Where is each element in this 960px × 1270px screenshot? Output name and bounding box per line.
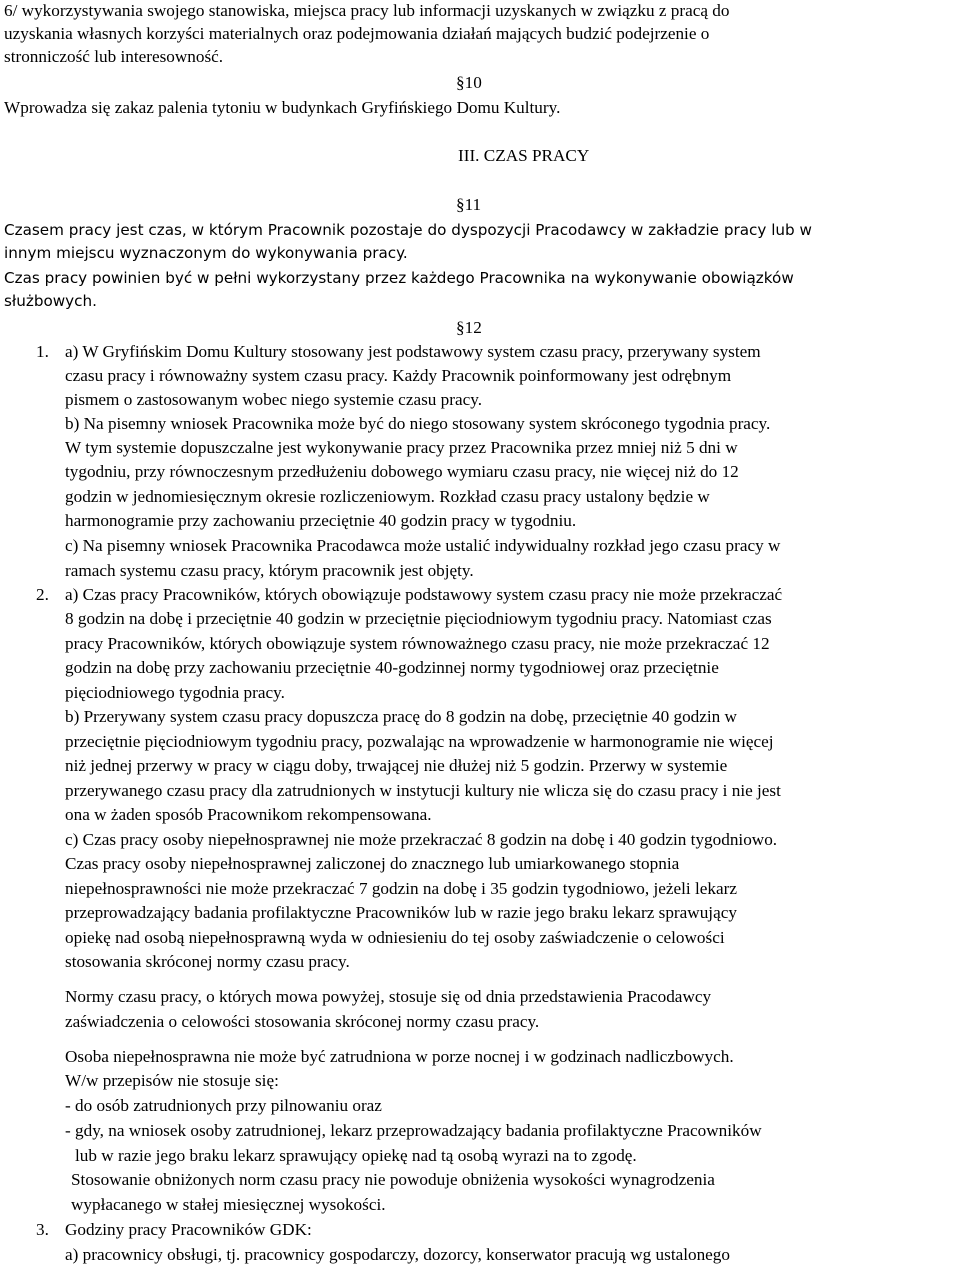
item-3-line-2: a) pracownicy obsługi, tj. pracownicy gospodarczy, dozorcy, konserwator pracują wg ustalonego xyxy=(65,1245,730,1264)
item-number-3: 3. xyxy=(36,1220,49,1239)
item-2-line-25: wypłacanego w stałej miesięcznej wysokości. xyxy=(71,1195,386,1214)
item-1-line-10: ramach systemu czasu pracy, którym pracownik jest objęty. xyxy=(65,561,474,580)
intro-line-2: uzyskania własnych korzyści materialnych oraz podejmowania działań mających budzić podejrzenie o xyxy=(4,24,710,43)
item-1-line-1: a) W Gryfińskim Domu Kultury stosowany jest podstawowy system czasu pracy, przerywany system xyxy=(65,342,761,361)
item-2-line-9: przerywanego czasu pracy dla zatrudnionych w instytucji kultury nie wlicza się do czasu pracy i nie jest xyxy=(65,781,781,800)
item-2-line-2: 8 godzin na dobę i przeciętnie 40 godzin w przeciętnie pięciodniowym tygodniu pracy. Natomiast czas xyxy=(65,609,772,628)
item-1-line-5: W tym systemie dopuszczalne jest wykonywanie pracy przez Pracownika przez mniej niż 5 dni w xyxy=(65,438,738,457)
item-2-line-4: godzin na dobę przy zachowaniu przeciętnie 40-godzinnej normy tygodniowej oraz przeciętnie xyxy=(65,658,719,677)
item-2-line-5: pięciodniowego tygodnia pracy. xyxy=(65,683,285,702)
item-number-2: 2. xyxy=(36,585,49,604)
intro-line-1: 6/ wykorzystywania swojego stanowiska, miejsca pracy lub informacji uzyskanych w związku z pracą do xyxy=(4,1,730,20)
item-1-line-6: tygodniu, przy równoczesnym przedłużeniu dobowego wymiaru czasu pracy, nie więcej niż do 12 xyxy=(65,462,739,481)
item-2-line-8: niż jednej przerwy w pracy w ciągu doby, trwającej nie dłużej niż 5 godzin. Przerwy w systemie xyxy=(65,756,728,775)
section-title: III. CZAS PRACY xyxy=(458,146,590,165)
item-2-line-15: opiekę nad osobą niepełnosprawną wyda w odniesieniu do tej osoby zaświadczenie o celowości xyxy=(65,928,725,947)
item-2-line-21: - do osób zatrudnionych przy pilnowaniu oraz xyxy=(65,1096,382,1115)
item-2-line-10: ona w żaden sposób Pracownikom rekompensowana. xyxy=(65,805,432,824)
item-1-line-9: c) Na pisemny wniosek Pracownika Pracodawca może ustalić indywidualny rozkład jego czasu pracy w xyxy=(65,536,781,555)
item-1-line-3: pismem o zastosowanym wobec niego systemie czasu pracy. xyxy=(65,390,482,409)
item-2-line-16: stosowania skróconej normy czasu pracy. xyxy=(65,952,350,971)
paragraph-10-heading: §10 xyxy=(456,73,482,92)
item-2-line-24: Stosowanie obniżonych norm czasu pracy nie powoduje obniżenia wysokości wynagrodzenia xyxy=(71,1170,715,1189)
paragraph-11-line-3: Czas pracy powinien być w pełni wykorzystany przez każdego Pracownika na wykonywanie obowiązków xyxy=(4,269,794,287)
item-1-line-7: godzin w jednomiesięcznym okresie rozliczeniowym. Rozkład czasu pracy ustalony będzie w xyxy=(65,487,710,506)
item-2-line-20: W/w przepisów nie stosuje się: xyxy=(65,1071,279,1090)
item-1-line-4: b) Na pisemny wniosek Pracownika może być do niego stosowany system skróconego tygodnia pracy. xyxy=(65,414,771,433)
intro-line-3: stronniczość lub interesowność. xyxy=(4,47,224,66)
item-2-line-6: b) Przerywany system czasu pracy dopuszcza pracę do 8 godzin na dobę, przeciętnie 40 godzin w xyxy=(65,707,737,726)
paragraph-11-line-2: innym miejscu wyznaczonym do wykonywania pracy. xyxy=(4,244,408,262)
item-2-line-14: przeprowadzający badania profilaktyczne Pracowników lub w razie jego braku lekarz sprawujący xyxy=(65,903,737,922)
paragraph-11-line-4: służbowych. xyxy=(4,292,97,310)
item-number-1: 1. xyxy=(36,342,49,361)
item-2-line-7: przeciętnie pięciodniowym tygodniu pracy, pozwalając na wprowadzenie w harmonogramie nie więcej xyxy=(65,732,774,751)
item-2-line-23: lub w razie jego braku lekarz sprawujący opiekę nad tą osobą wyrazi na to zgodę. xyxy=(75,1146,637,1165)
item-2-line-19: Osoba niepełnosprawna nie może być zatrudniona w porze nocnej i w godzinach nadliczbowych. xyxy=(65,1047,734,1066)
item-2-line-11: c) Czas pracy osoby niepełnosprawnej nie może przekraczać 8 godzin na dobę i 40 godzin tygodniowo. xyxy=(65,830,778,849)
paragraph-11-heading: §11 xyxy=(456,195,482,214)
item-2-line-17: Normy czasu pracy, o których mowa powyżej, stosuje się od dnia przedstawienia Pracodawcy xyxy=(65,987,712,1006)
paragraph-12-heading: §12 xyxy=(456,318,482,337)
item-1-line-8: harmonogramie przy zachowaniu przeciętnie 40 godzin pracy w tygodniu. xyxy=(65,511,577,530)
item-3-line-1: Godziny pracy Pracowników GDK: xyxy=(65,1220,312,1239)
item-1-line-2: czasu pracy i równoważny system czasu pracy. Każdy Pracownik poinformowany jest odrębnym xyxy=(65,366,732,385)
item-2-line-1: a) Czas pracy Pracowników, których obowiązuje podstawowy system czasu pracy nie może przekraczać xyxy=(65,585,783,604)
item-2-line-18: zaświadczenia o celowości stosowania skróconej normy czasu pracy. xyxy=(65,1012,540,1031)
item-2-line-22: - gdy, na wniosek osoby zatrudnionej, lekarz przeprowadzający badania profilaktyczne Pracowników xyxy=(65,1121,762,1140)
paragraph-10-text: Wprowadza się zakaz palenia tytoniu w budynkach Gryfińskiego Domu Kultury. xyxy=(4,98,561,117)
item-2-line-13: niepełnosprawności nie może przekraczać 7 godzin na dobę i 35 godzin tygodniowo, jeżeli lekarz xyxy=(65,879,737,898)
paragraph-11-line-1: Czasem pracy jest czas, w którym Pracownik pozostaje do dyspozycji Pracodawcy w zakładzie pracy lub w xyxy=(4,221,812,239)
item-2-line-12: Czas pracy osoby niepełnosprawnej zaliczonej do znacznego lub umiarkowanego stopnia xyxy=(65,854,680,873)
item-2-line-3: pracy Pracowników, których obowiązuje system równoważnego czasu pracy, nie może przekraczać 12 xyxy=(65,634,770,653)
